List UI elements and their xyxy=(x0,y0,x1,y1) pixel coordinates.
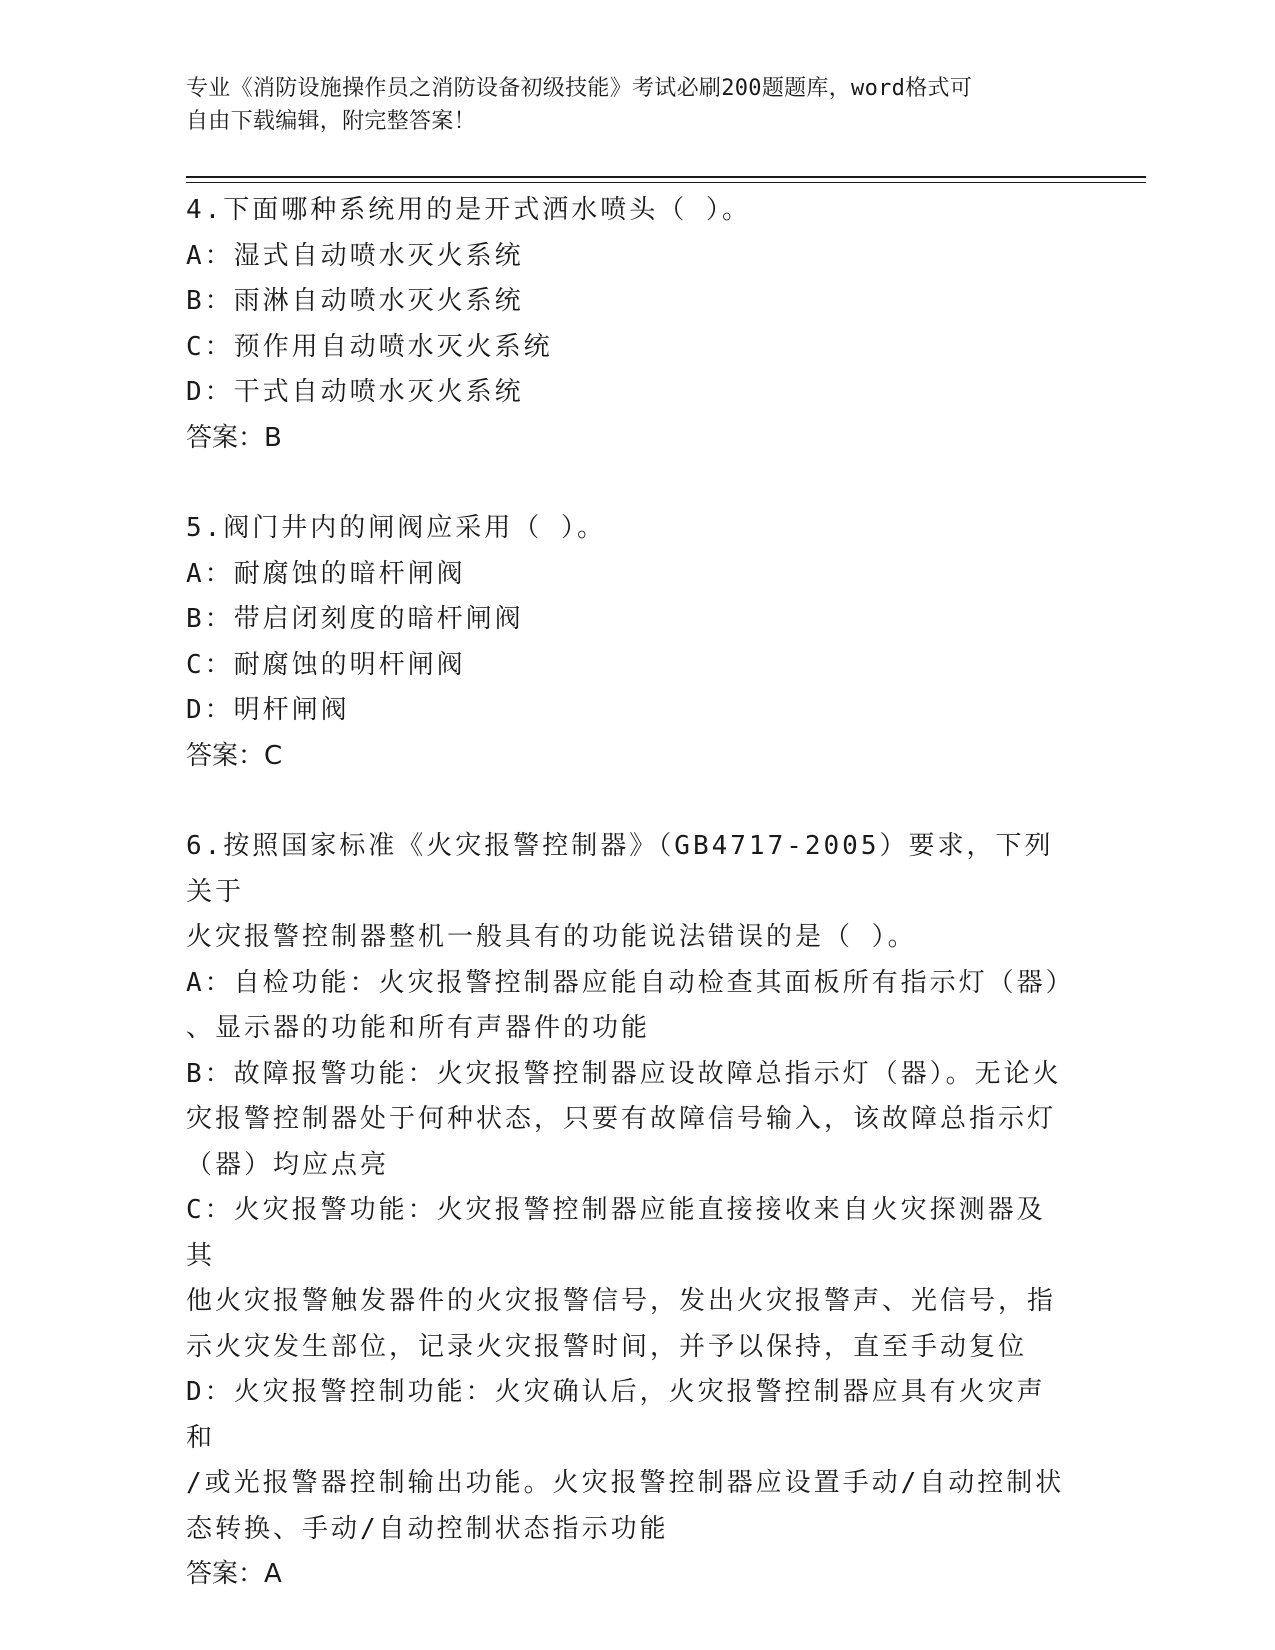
option-d-line-2: /或光报警器控制输出功能。火灾报警控制器应设置手动/自动控制状 xyxy=(186,1468,1065,1498)
document-header xyxy=(186,72,1086,138)
option-d-line-1: D：火灾报警控制功能：火灾确认后，火灾报警控制器应具有火灾声和 xyxy=(186,1377,1046,1453)
option-b-line-1: B：故障报警功能：火灾报警控制器应设故障总指示灯（器）。无论火 xyxy=(186,1058,1062,1089)
option-b: B：雨淋自动喷水灭火系统 xyxy=(186,286,524,316)
question-block xyxy=(186,506,1066,779)
option-a: A：耐腐蚀的暗杆闸阀 xyxy=(186,558,466,589)
question-spacer xyxy=(186,461,1066,506)
header-line-1: 专业《消防设施操作员之消防设备初级技能》考试必刷200题题库，word格式可 xyxy=(186,76,973,101)
question-stem: 4.下面哪种系统用的是开式洒水喷头（ ）。 xyxy=(186,195,751,225)
header-divider-thick xyxy=(186,176,1146,178)
question-stem-line-2: 火灾报警控制器整机一般具有的功能说法错误的是（ ）。 xyxy=(186,922,917,952)
option-d-line-3: 态转换、手动/自动控制状态指示功能 xyxy=(186,1513,669,1544)
answer-label: 答案：B xyxy=(186,422,282,453)
option-c-line-1: C：火灾报警功能：火灾报警控制器应能直接接收来自火灾探测器及其 xyxy=(186,1195,1046,1271)
question-stem: 5.阀门井内的闸阀应采用（ ）。 xyxy=(186,513,606,543)
option-b-line-3: （器）均应点亮 xyxy=(186,1149,390,1180)
option-b-line-2: 灾报警控制器处于何种状态，只要有故障信号输入，该故障总指示灯 xyxy=(186,1104,1057,1134)
question-spacer xyxy=(186,779,1066,824)
option-d: D：干式自动喷水灭火系统 xyxy=(186,377,524,407)
answer-label: 答案：C xyxy=(186,740,283,771)
option-a: A：湿式自动喷水灭火系统 xyxy=(186,240,524,271)
answer-label: 答案：A xyxy=(186,1559,282,1589)
option-a-line-2: 、显示器的功能和所有声器件的功能 xyxy=(186,1013,651,1043)
option-c: C：预作用自动喷水灭火系统 xyxy=(186,331,553,362)
question-list xyxy=(186,188,1075,1598)
option-b: B：带启闭刻度的暗杆闸阀 xyxy=(186,604,524,634)
option-c: C：耐腐蚀的明杆闸阀 xyxy=(186,649,466,680)
option-a-line-1: A：自检功能：火灾报警控制器应能自动检查其面板所有指示灯（器） xyxy=(186,967,1075,998)
question-block xyxy=(186,188,1066,461)
header-line-2: 自由下载编辑，附完整答案！ xyxy=(186,109,476,134)
header-divider-thin xyxy=(186,182,1146,183)
option-c-line-2: 他火灾报警触发器件的火灾报警信号，发出火灾报警声、光信号，指 xyxy=(186,1286,1057,1316)
option-c-line-3: 示火灾发生部位，记录火灾报警时间，并予以保持，直至手动复位 xyxy=(186,1331,1028,1362)
question-block xyxy=(186,824,1075,1598)
question-stem-line-1: 6.按照国家标准《火灾报警控制器》（GB4717-2005）要求，下列关于 xyxy=(186,831,1054,907)
option-d: D：明杆闸阀 xyxy=(186,695,350,725)
